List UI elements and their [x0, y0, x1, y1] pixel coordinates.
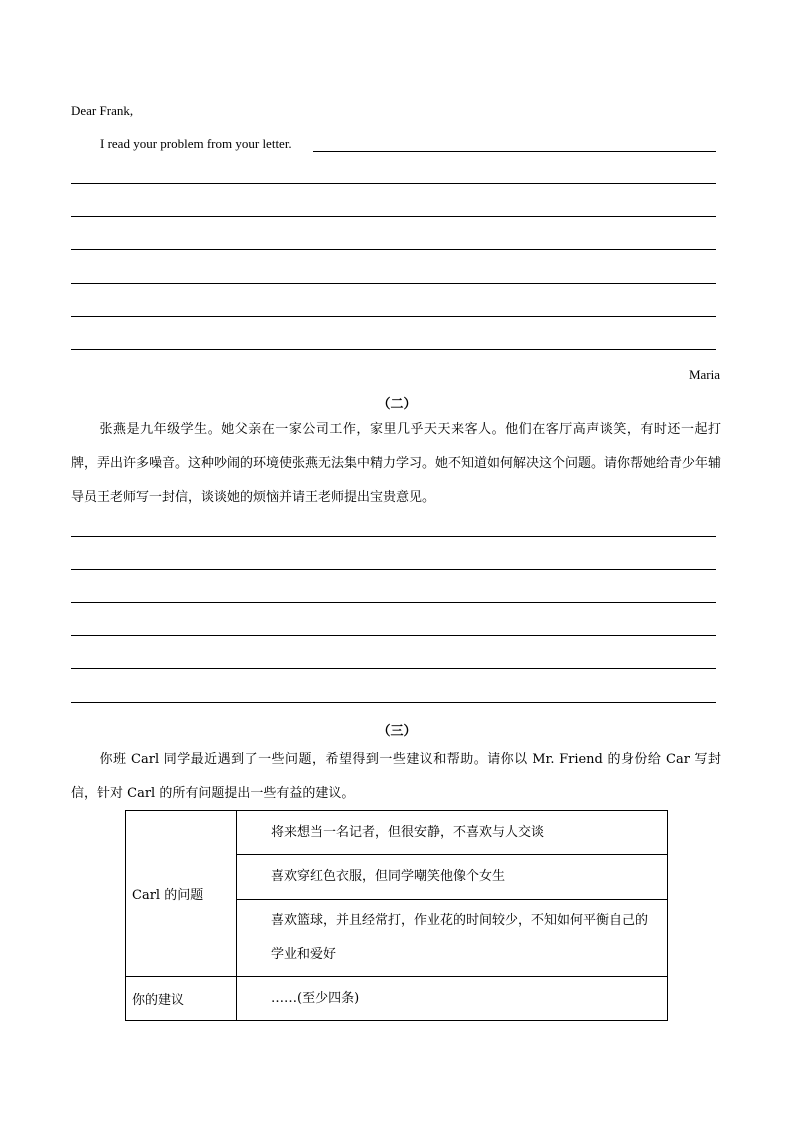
problem-table: [125, 810, 668, 1021]
problem-item: 喜欢穿红色衣服，但同学嘲笑他像个女生: [237, 855, 668, 900]
section-title: （三）: [377, 724, 417, 739]
letter-signature: Maria: [688, 367, 720, 382]
table-row: [126, 811, 668, 855]
section-prompt: [71, 743, 721, 811]
section-title: （二）: [377, 397, 417, 412]
prompt-text: 你班 Carl 同学最近遇到了一些问题，希望得到一些建议和帮助。请你以 Mr. Friend 的身份给 Car 写封信，针对 Carl 的所有问题提出一些有益的建议。: [71, 752, 721, 801]
writing-line: [71, 283, 716, 284]
writing-line: [71, 249, 716, 250]
problem-item: 将来想当一名记者，但很安静，不喜欢与人交谈: [237, 811, 668, 855]
writing-line: [71, 349, 716, 350]
writing-line: [71, 635, 716, 636]
writing-line: [71, 536, 716, 537]
problem-item: 喜欢篮球，并且经常打，作业花的时间较少，不知如何平衡自己的学业和爱好: [237, 900, 668, 977]
advice-item: ……(至少四条): [237, 977, 668, 1021]
section-prompt: [71, 413, 721, 515]
writing-line: [71, 183, 716, 184]
writing-line: [71, 668, 716, 669]
writing-line: [71, 702, 716, 703]
prompt-text: 张燕是九年级学生。她父亲在一家公司工作，家里几乎天天来客人。他们在客厅高声谈笑，有时还一起打牌，弄出许多噪音。这种吵闹的环境使张燕无法集中精力学习。她不知道如何解决这个问题。请你帮她给青少年辅导员王老师写一封信，谈谈她的烦恼并请王老师提出宝贵意见。: [71, 422, 722, 505]
writing-line: [71, 569, 716, 570]
table-row: [126, 977, 668, 1021]
writing-line: [71, 602, 716, 603]
letter-first-line: I read your problem from your letter.: [100, 136, 292, 151]
letter-greeting: Dear Frank,: [71, 103, 134, 118]
writing-line: [71, 216, 716, 217]
advice-label: 你的建议: [126, 977, 237, 1021]
problems-label: Carl 的问题: [126, 811, 237, 977]
writing-line: [71, 316, 716, 317]
writing-line: [313, 151, 716, 152]
